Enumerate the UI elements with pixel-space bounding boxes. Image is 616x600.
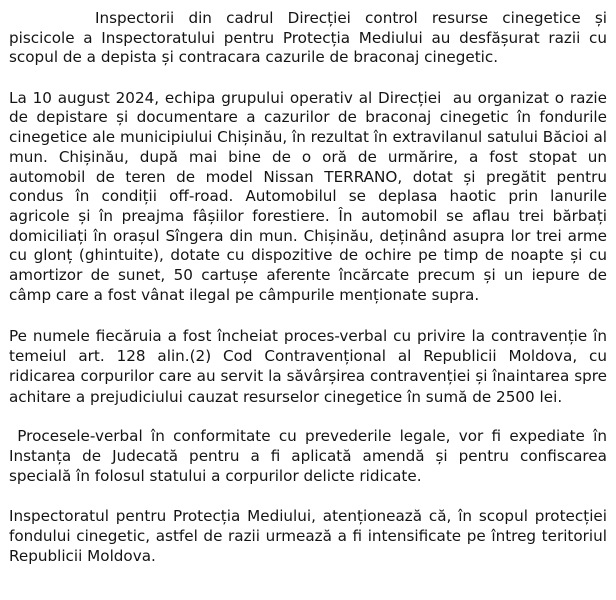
intro-paragraph: Inspectorii din cadrul Direcției control resurse cinegetice și piscicole a Inspectoratului pentru Protecția Mediului au desfășurat razii cu scopul de a depista și contracara cazurile de braconaj cinegetic. [9, 9, 612, 67]
warning-paragraph: Inspectoratul pentru Protecția Mediului, atenționează că, în scopul protecției fondului cinegetic, astfel de razii urmează a fi intensificate pe întreg teritoriul Republicii Moldova. [9, 507, 612, 565]
incident-paragraph: La 10 august 2024, echipa grupului operativ al Direcției au organizat o razie de depistare și documentare a cazurilor de braconaj cinegetic în fondurile cinegetice ale municipiului Chișinău, în rezultat în extravilanul satului Băcioi al mun. Chișinău, după mai bine de o oră de urmărire, a fost stopat un automobil de teren de model Nissan TERRANO, dotat și pregătit pentru condus în condiții off-road. Automobilul se deplasa haotic prin lanurile agricole și în preajma fâșiilor forestiere. În automobil se aflau trei bărbați domiciliați în orașul Sîngera din mun. Chișinău, deținând asupra lor trei arme cu glonț (ghintuite), dotate cu dispozitive de ochire pe timp de noapte și cu amortizor de sunet, 50 cartușe aferente încărcate precum și un iepure de câmp care a fost vânat ilegal pe câmpurile menționate supra. [9, 88, 612, 304]
violation-paragraph: Pe numele fiecăruia a fost încheiat proces-verbal cu privire la contravenție în temeiul art. 128 alin.(2) Cod Contravențional al Republicii Moldova, cu ridicarea corpurilor care au servit la săvârșirea contravenției și înaintarea spre achitare a prejudiciului cauzat resurselor cinegetice în sumă de 2500 lei. [9, 327, 612, 406]
news-article [9, 9, 612, 566]
court-paragraph: Procesele-verbal în conformitate cu prevederile legale, vor fi expediate în Instanța de Judecată pentru a fi aplicată amendă și pentru confiscarea specială în folosul statului a corpurilor delicte ridicate. [9, 427, 612, 485]
